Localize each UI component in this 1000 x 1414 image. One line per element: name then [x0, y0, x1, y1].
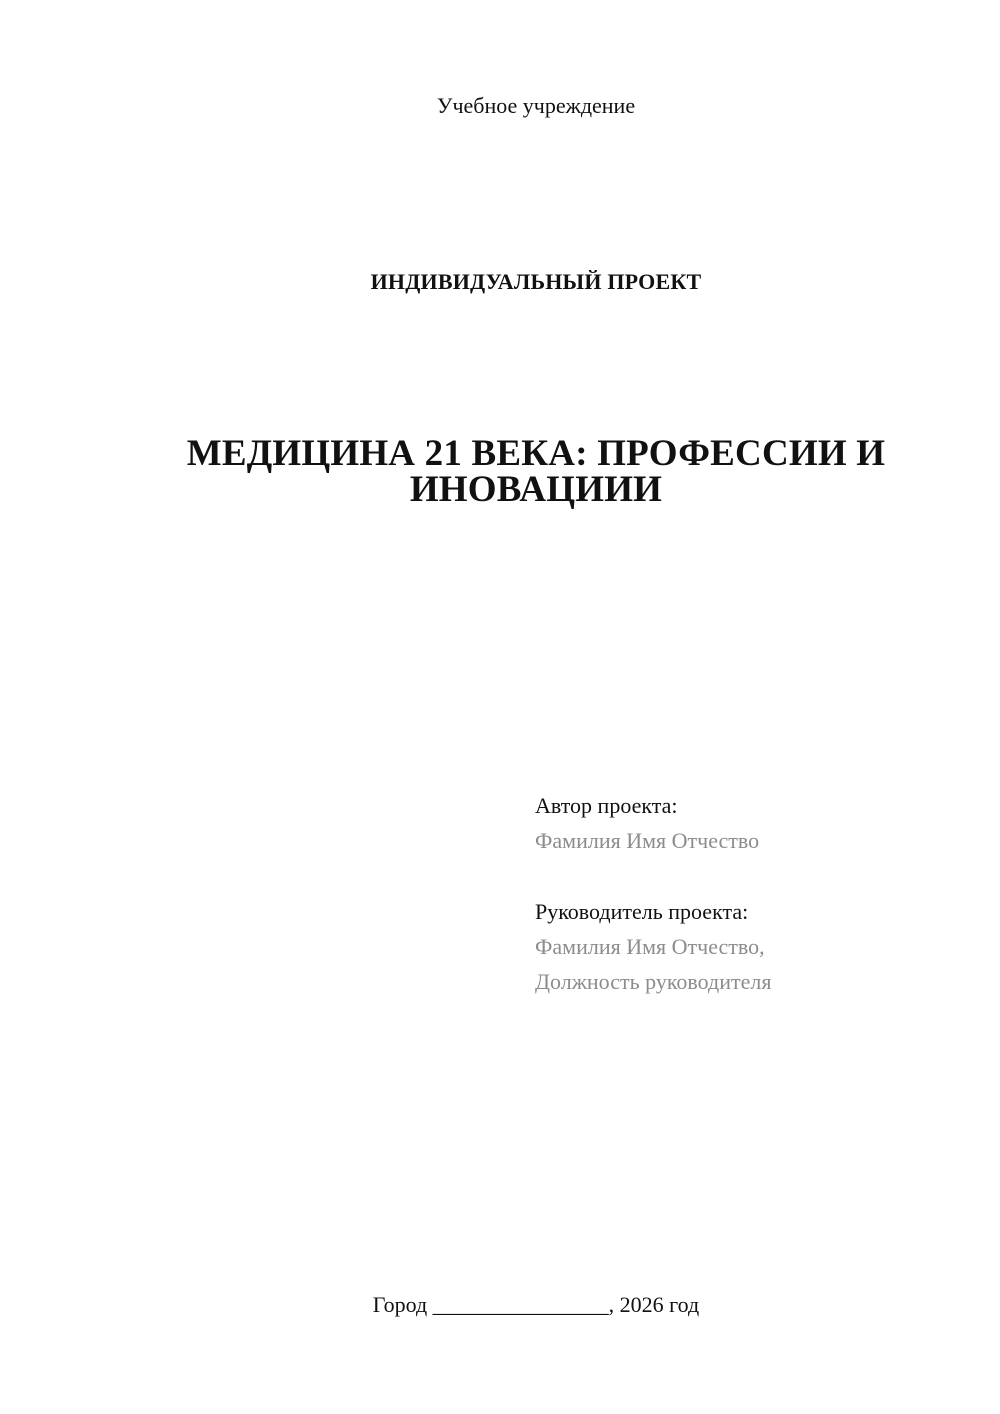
project-info-block [535, 788, 975, 999]
supervisor-position: Должность руководителя [535, 969, 772, 994]
institution-name: Учебное учреждение [436, 93, 636, 118]
info-spacer [535, 858, 975, 894]
project-title-line-1: МЕДИЦИНА 21 ВЕКА: ПРОФЕССИИ И [186, 433, 886, 474]
supervisor-name: Фамилия Имя Отчество, [535, 934, 765, 959]
author-name: Фамилия Имя Отчество [535, 828, 760, 853]
author-label: Автор проекта: [535, 793, 678, 818]
supervisor-label: Руководитель проекта: [535, 899, 749, 924]
city-year-line: Город ________________, 2026 год [372, 1292, 700, 1317]
project-title [160, 433, 912, 510]
project-title-line-2: ИНОВАЦИИИ [409, 469, 663, 510]
document-type: ИНДИВИДУАЛЬНЫЙ ПРОЕКТ [370, 269, 702, 294]
